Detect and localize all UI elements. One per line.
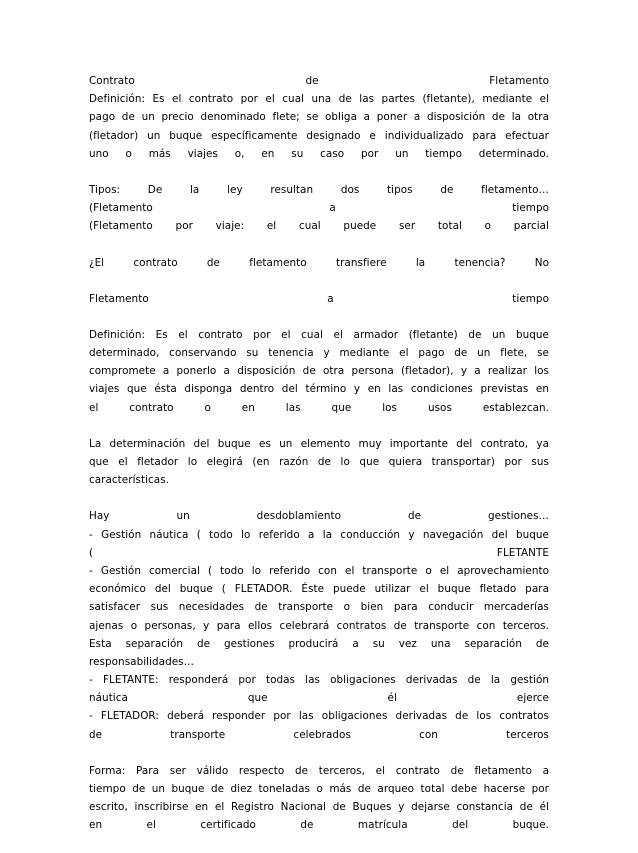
text-line: Esta separación de gestiones producirá a su vez una separación de <box>89 637 549 650</box>
section-heading-line: Fletamento a tiempo <box>89 292 549 305</box>
text-line: escrito, inscribirse en el Registro Nacional de Buques y dejarse constancia de él <box>89 801 549 814</box>
text-line: el contrato o en las que los usos establezcan. <box>89 401 549 414</box>
text-line: uno o más viajes o, en su caso por un tiempo determinado. <box>89 147 549 160</box>
text-line: - FLETANTE: responderá por todas las obligaciones derivadas de la gestión <box>89 674 549 687</box>
paragraph-tipos <box>89 181 549 236</box>
paragraph-gestiones <box>89 507 549 743</box>
text-line: (Fletamento por viaje: el cual puede ser total o parcial <box>89 220 549 233</box>
text-line: responsabilidades… <box>89 655 195 668</box>
text-line: (fletador) un buque específicamente designado e individualizado para efectuar <box>89 129 549 142</box>
text-line: Hay un desdoblamiento de gestiones… <box>89 510 549 523</box>
text-line: La determinación del buque es un elemento muy importante del contrato, ya <box>89 437 549 450</box>
text-line: pago de un precio denominado flete; se obliga a poner a disposición de la otra <box>89 111 549 124</box>
text-line: que el fletador lo elegirá (en razón de lo que quiera transportar) por sus <box>89 456 549 468</box>
paragraph-forma <box>89 762 549 835</box>
text-line: características. <box>89 474 170 487</box>
text-line: - FLETADOR: deberá responder por las obligaciones derivadas de los contratos <box>89 710 549 723</box>
text-line: - Gestión comercial ( todo lo referido con el transporte o el aprovechamiento <box>89 564 549 577</box>
paragraph-intro <box>89 72 549 163</box>
paragraph-determinacion <box>89 435 549 490</box>
text-line: económico del buque ( FLETADOR. Éste puede utilizar el buque fletado para <box>89 583 549 596</box>
text-line: compromete a ponerlo a disposición de otra persona (fletador), y a realizar los <box>89 365 549 378</box>
text-line: de transporte celebrados con terceros <box>89 728 549 741</box>
text-line: Definición: Es el contrato por el cual el armador (fletante) de un buque <box>89 328 549 341</box>
text-line: tiempo de un buque de diez toneladas o más de arqueo total debe hacerse por <box>89 783 549 795</box>
text-line: Definición: Es el contrato por el cual una de las partes (fletante), mediante el <box>89 93 549 106</box>
text-line: - Gestión náutica ( todo lo referido a la conducción y navegación del buque <box>89 528 549 541</box>
paragraph-definicion-tiempo <box>89 326 549 417</box>
text-line: ajenas o personas, y para ellos celebrará contratos de transporte con terceros. <box>89 619 549 632</box>
text-line: satisfacer sus necesidades de transporte o bien para conducir mercaderías <box>89 601 549 614</box>
document-title-line: Contrato de Fletamento <box>89 75 549 87</box>
document-page <box>89 72 549 853</box>
text-line: ¿El contrato de fletamento transfiere la tenencia? No <box>89 256 549 269</box>
text-line: (Fletamento a tiempo <box>89 202 549 215</box>
paragraph-fletamento-a-tiempo <box>89 290 549 308</box>
paragraph-question <box>89 254 549 272</box>
text-line: Tipos: De la ley resultan dos tipos de fletamento… <box>89 183 549 196</box>
text-line: determinado, conservando su tenencia y mediante el pago de un flete, se <box>89 347 549 360</box>
text-line: viajes que ésta disponga dentro del término y en las condiciones previstas en <box>89 383 549 396</box>
text-line: ( FLETANTE <box>89 546 549 559</box>
text-line: en el certificado de matrícula del buque. <box>89 819 549 832</box>
text-line: náutica que él ejerce <box>89 692 549 705</box>
text-line: Forma: Para ser válido respecto de terceros, el contrato de fletamento a <box>89 764 549 777</box>
